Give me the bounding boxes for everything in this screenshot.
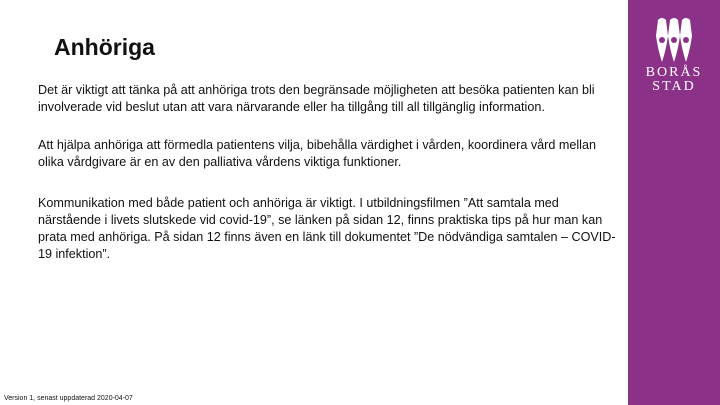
boras-coat-of-arms-icon <box>654 16 694 66</box>
boras-stad-logo <box>628 16 720 94</box>
slide-title: Anhöriga <box>54 34 155 60</box>
brand-sidebar <box>628 0 720 405</box>
paragraph-3: Kommunikation med både patient och anhöriga är viktigt. I utbildningsfilmen ”Att samtala med närstående i livets slutskede vid covid-19”, se länken på sidan 12, finns praktiska tips på hur man kan prata med anhöriga. På sidan 12 finns även en länk till dokumentet ”De nödvändiga samtalen – COVID-19 infektion”. <box>38 196 616 261</box>
paragraph-1: Det är viktigt att tänka på att anhöriga trots den begränsade möjligheten att besöka patienten kan bli involverade vid beslut utan att vara närvarande eller ha tillgång till all tillgänglig information. <box>38 83 595 114</box>
paragraph-2: Att hjälpa anhöriga att förmedla patientens vilja, bibehålla värdighet i vården, koordinera vård mellan olika vårdgivare är en av den palliativa vårdens viktiga funktioner. <box>38 138 596 169</box>
version-footer: Version 1, senast uppdaterad 2020-04-07 <box>4 395 133 402</box>
logo-text-line2: STAD <box>652 79 696 94</box>
slide-body <box>38 82 624 284</box>
logo-text-line1: BORÅS <box>645 65 703 80</box>
